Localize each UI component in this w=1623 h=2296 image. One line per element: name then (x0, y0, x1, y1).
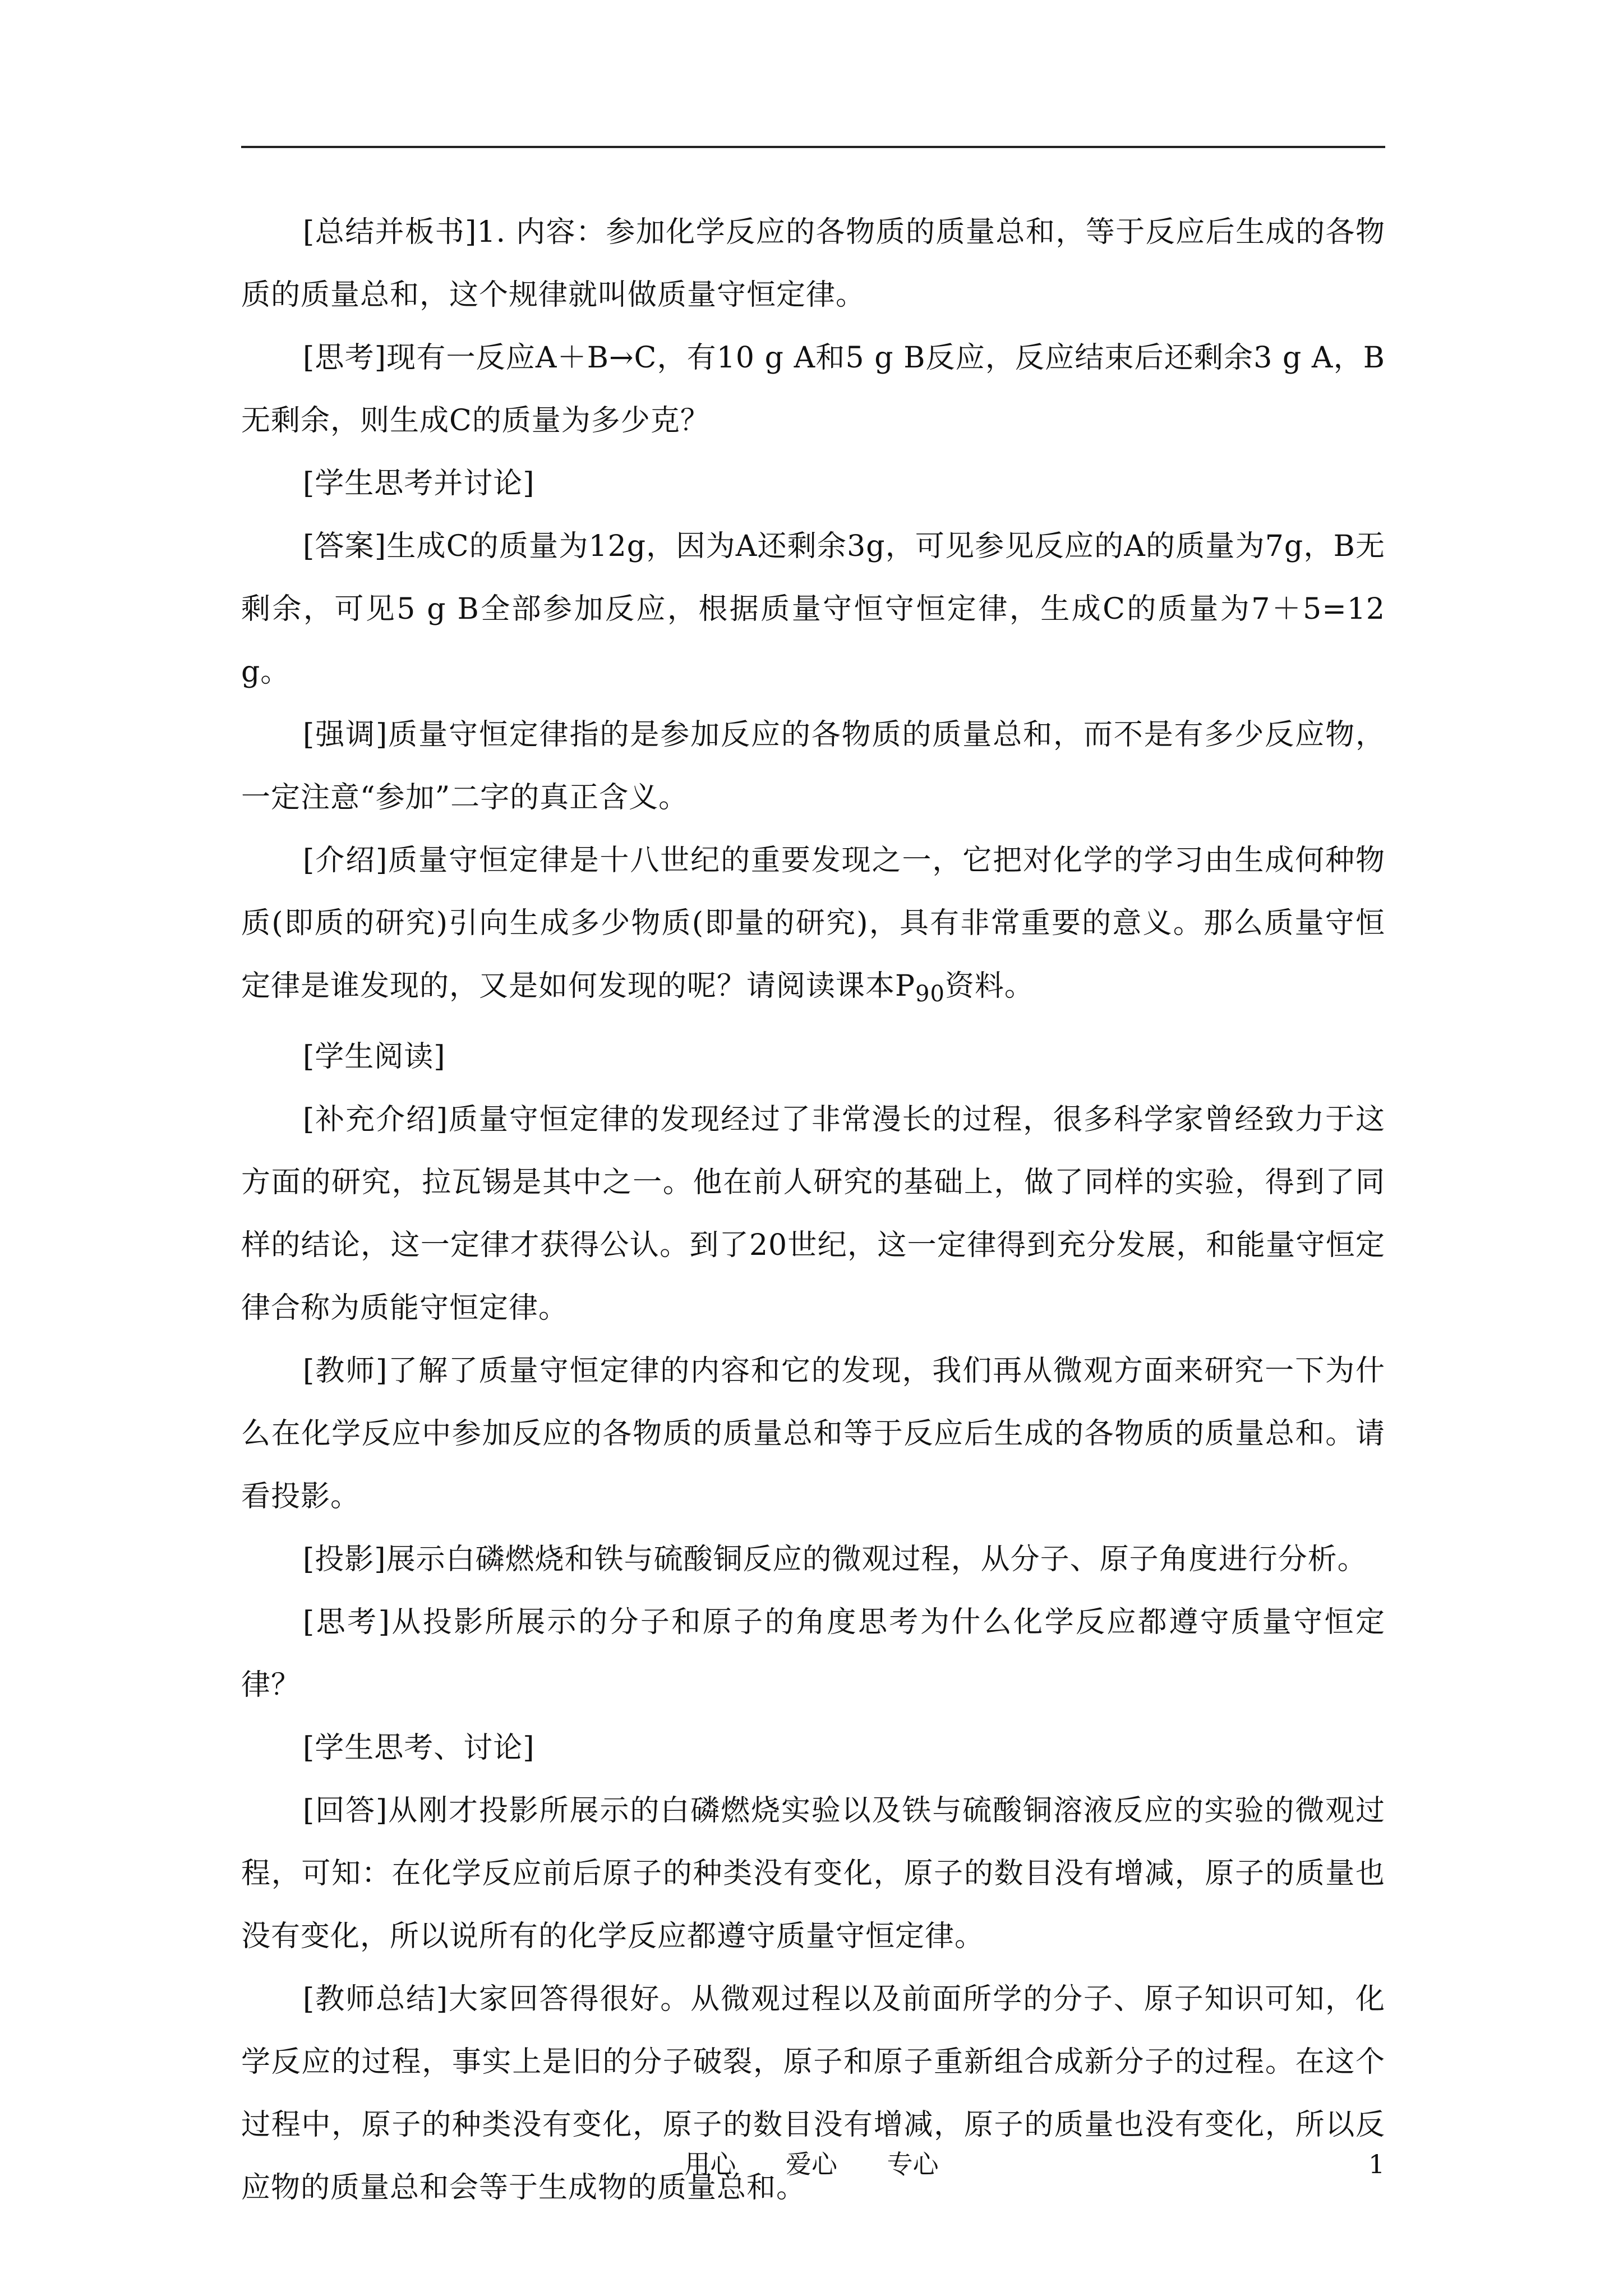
paragraph-reply: [回答]从刚才投影所展示的白磷燃烧实验以及铁与硫酸铜溶液反应的实验的微观过程，可知：在化学反应前后原子的种类没有变化，原子的数目没有增减，原子的质量也没有变化，所以说所有的化学反应都遵守质量守恒定律。 (241, 1794, 1385, 1953)
paragraph-summary: [总结并板书]1. 内容：参加化学反应的各物质的质量总和，等于反应后生成的各物质的质量总和，这个规律就叫做质量守恒定律。 (241, 215, 1385, 312)
paragraph-student-think-discuss: [学生思考、讨论] (303, 1731, 535, 1765)
paragraph-emphasis: [强调]质量守恒定律指的是参加反应的各物质的质量总和，而不是有多少反应物，一定注意“参加”二字的真正含义。 (241, 718, 1385, 815)
paragraph-student-reading: [学生阅读] (303, 1040, 446, 1074)
page-number: 1 (1368, 2149, 1385, 2179)
paragraph-question: [思考]现有一反应A＋B→C，有10 g A和5 g B反应，反应结束后还剩余3 g A，B无剩余，则生成C的质量为多少克？ (241, 341, 1385, 438)
header-rule (241, 146, 1385, 148)
paragraph-supplementary: [补充介绍]质量守恒定律的发现经过了非常漫长的过程，很多科学家曾经致力于这方面的研究，拉瓦锡是其中之一。他在前人研究的基础上，做了同样的实验，得到了同样的结论，这一定律才获得公认。到了20世纪，这一定律得到充分发展，和能量守恒定律合称为质能守恒定律。 (241, 1103, 1385, 1325)
body-text (241, 201, 1385, 2219)
paragraph-teacher: [教师]了解了质量守恒定律的内容和它的发现，我们再从微观方面来研究一下为什么在化学反应中参加反应的各物质的质量总和等于反应后生成的各物质的质量总和。请看投影。 (241, 1354, 1385, 1513)
introduction-tail: 资料。 (944, 969, 1034, 1003)
paragraph-student-discussion: [学生思考并讨论] (303, 467, 535, 500)
paragraph-think: [思考]从投影所展示的分子和原子的角度思考为什么化学反应都遵守质量守恒定律？ (241, 1605, 1385, 1702)
paragraph-introduction (241, 829, 1385, 1025)
paragraph-teacher-summary: [教师总结]大家回答得很好。从微观过程以及前面所学的分子、原子知识可知，化学反应的过程，事实上是旧的分子破裂，原子和原子重新组合成新分子的过程。在这个过程中，原子的种类没有变化，原子的数目没有增减，原子的质量也没有变化，所以反应物的质量总和会等于生成物的质量总和。 (241, 1982, 1385, 2205)
paragraph-answer: [答案]生成C的质量为12g，因为A还剩余3g，可见参见反应的A的质量为7g，B无剩余，可见5 g B全部参加反应，根据质量守恒守恒定律，生成C的质量为7＋5=12 g。 (241, 530, 1385, 689)
footer-motto: 用心 爱心 专心 (684, 2149, 939, 2179)
paragraph-projection: [投影]展示白磷燃烧和铁与硫酸铜反应的微观过程，从分子、原子角度进行分析。 (303, 1543, 1367, 1576)
page-reference-subscript: 90 (915, 981, 945, 1007)
introduction-text: [介绍]质量守恒定律是十八世纪的重要发现之一，它把对化学的学习由生成何种物质(即质的研究)引向生成多少物质(即量的研究)，具有非常重要的意义。那么质量守恒定律是谁发现的，又是如何发现的呢？请阅读课本P (241, 844, 1385, 1003)
